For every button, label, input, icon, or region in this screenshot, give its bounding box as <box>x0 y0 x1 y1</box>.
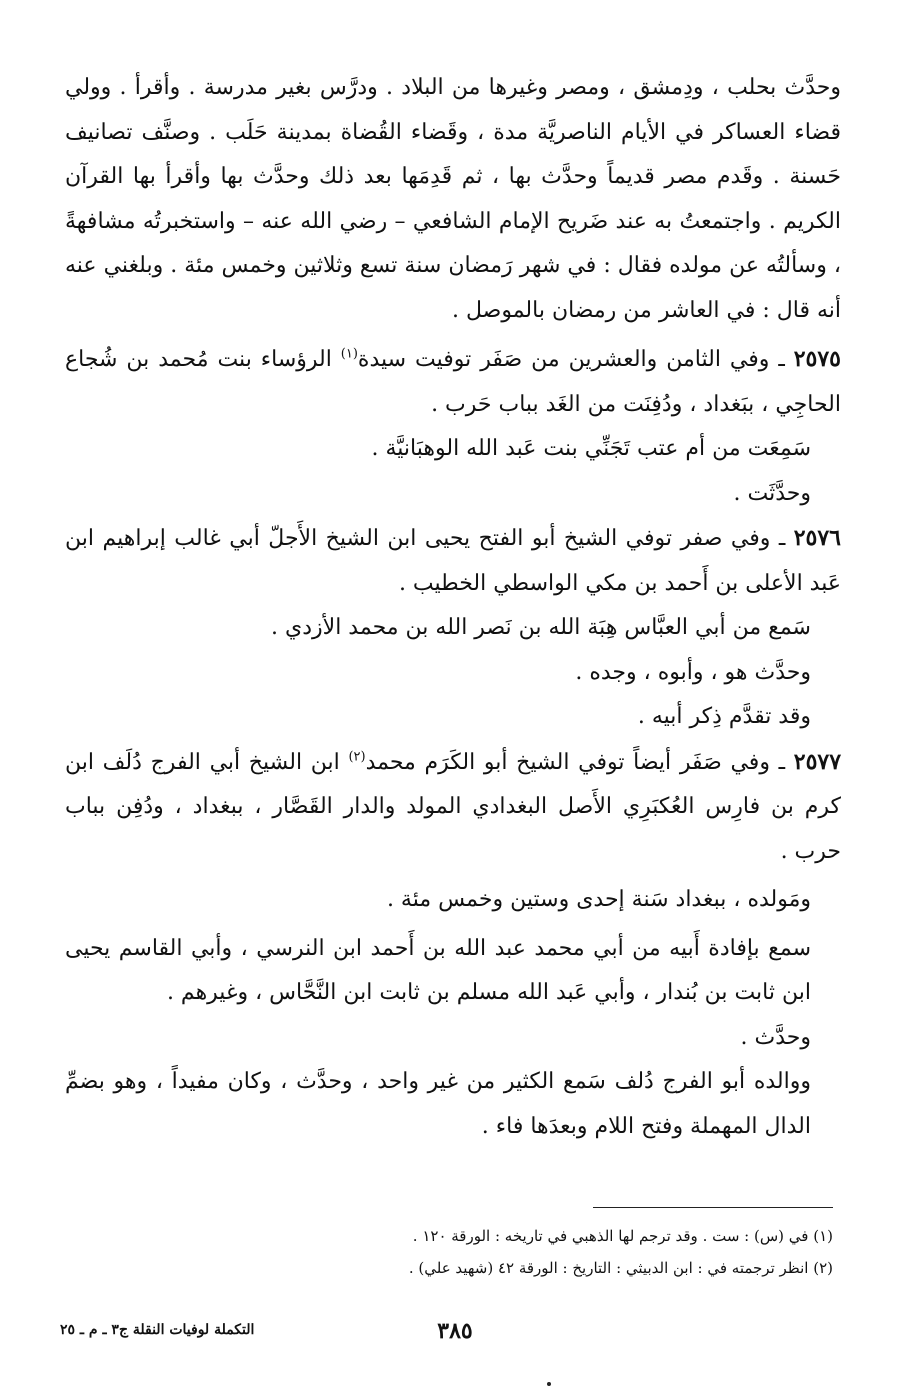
entry-text: ـ وفي الثامن والعشرين من صَفَر توفيت سيدة <box>357 347 794 372</box>
footnote-1: (١) في (س) : ست . وقد ترجم لها الذهبي في تاريخه : الورقة ١٢٠ . <box>412 1227 833 1245</box>
footnotes <box>73 1220 833 1284</box>
footnote-marker: (١) <box>340 346 358 362</box>
entry-2576 <box>65 516 841 606</box>
entry-number: ٢٥٧٧ <box>793 748 842 775</box>
entry-2577-birth: ومَولده ، ببغداد سَنة إحدى وستين وخمس مئة . <box>386 887 811 912</box>
page-footer <box>60 1318 850 1348</box>
footnote-separator <box>593 1207 833 1208</box>
entry-text: الرؤساء بنت مُحمد بن شُجاع الحاجِي ، ببَغداد ، ودُفِنَت من الغَد بباب حَرب . <box>65 347 841 417</box>
entry-2576-heard: سَمع من أبي العبَّاس هِبَة الله بن نَصر الله بن محمد الأزدي . <box>271 615 811 640</box>
entry-2577-heard: سمع بإفادة أَبيه من أبي محمد عبد الله بن أَحمد ابن النرسي ، وأبي القاسم يحيى ابن ثابت بن بُندار ، وأبي عَبد الله مسلم بن ثابت ابن النَّحَّاس ، وغيرهم . <box>65 935 811 1005</box>
entry-2575-narrated: وحدَّثَت . <box>733 480 811 506</box>
page-number: ٣٨٥ <box>437 1318 473 1344</box>
printer-signature: التكملة لوفيات النقلة ج٣ ـ م ـ ٢٥ <box>60 1322 255 1338</box>
entry-text: ـ وفي صَفَر أيضاً توفي الشيخ أبو الكَرَم محمد <box>365 749 794 775</box>
entry-2575 <box>65 337 841 427</box>
entry-2577-father: ووالده أبو الفرج دُلف سَمع الكثير من غير واحد ، وحدَّث ، وكان مفيداً ، وهو بضمِّ الدال المهملة وفتح اللام وبعدَها فاء . <box>65 1069 811 1139</box>
main-text <box>65 66 841 1149</box>
entry-2575-heard: سَمِعَت من أم عتب تَجَنِّي بنت عَبد الله الوهبَانيَّة . <box>371 436 811 461</box>
entry-number: ٢٥٧٦ <box>793 525 841 551</box>
entry-text: ـ وفي صفر توفي الشيخ أبو الفتح يحيى ابن الشيخ الأَجلّ أبي غالب إبراهيم ابن عَبد الأعلى بن أَحمد بن مكي الواسطي الخطيب . <box>65 526 841 596</box>
ink-dot <box>547 1382 551 1386</box>
entry-2576-note: وقد تقدَّم ذِكر أبيه . <box>637 704 811 729</box>
footnote-2: (٢) انظر ترجمته في : ابن الدبيثي : التاريخ : الورقة ٤٢ (شهيد علي) . <box>408 1259 833 1277</box>
entry-2577 <box>65 740 841 875</box>
entry-2577-narrated: وحدَّث . <box>740 1024 811 1050</box>
paragraph-continuation: وحدَّث بحلب ، ودِمشق ، ومصر وغيرها من البلاد . ودرَّس بغير مدرسة . وأقرأ . وولي قضاء العساكر في الأيام الناصريَّة مدة ، وقَضاء القُضاة بمدينة حَلَب . وصنَّف تصانيف حَسنة . وقَدم مصر قديماً وحدَّث بها ، ثم قَدِمَها بعد ذلك وحدَّث بها وأقرأ بها القرآن الكريم . واجتمعتُ به عند ضَريح الإمام الشافعي – رضي الله عنه – واستخبرتُه مشافهةً ، وسألتُه عن مولده فقال : في شهر رَمضان سنة تسع وثلاثين وخمس مئة . وبلغني عنه أنه قال : في العاشر من رمضان بالموصل . <box>65 75 841 323</box>
footnote-marker: (٢) <box>348 749 366 765</box>
entry-number: ٢٥٧٥ <box>793 346 841 372</box>
entry-2576-narrated: وحدَّث هو ، وأبوه ، وجده . <box>575 659 811 685</box>
entry-text: ابن الشيخ أبي الفرج دُلَف ابن كرم بن فارِس العُكبَرِي الأَصل البغدادي المولد والدار القَصَّار ، ببغداد ، ودُفِن بباب حرب . <box>65 749 841 864</box>
